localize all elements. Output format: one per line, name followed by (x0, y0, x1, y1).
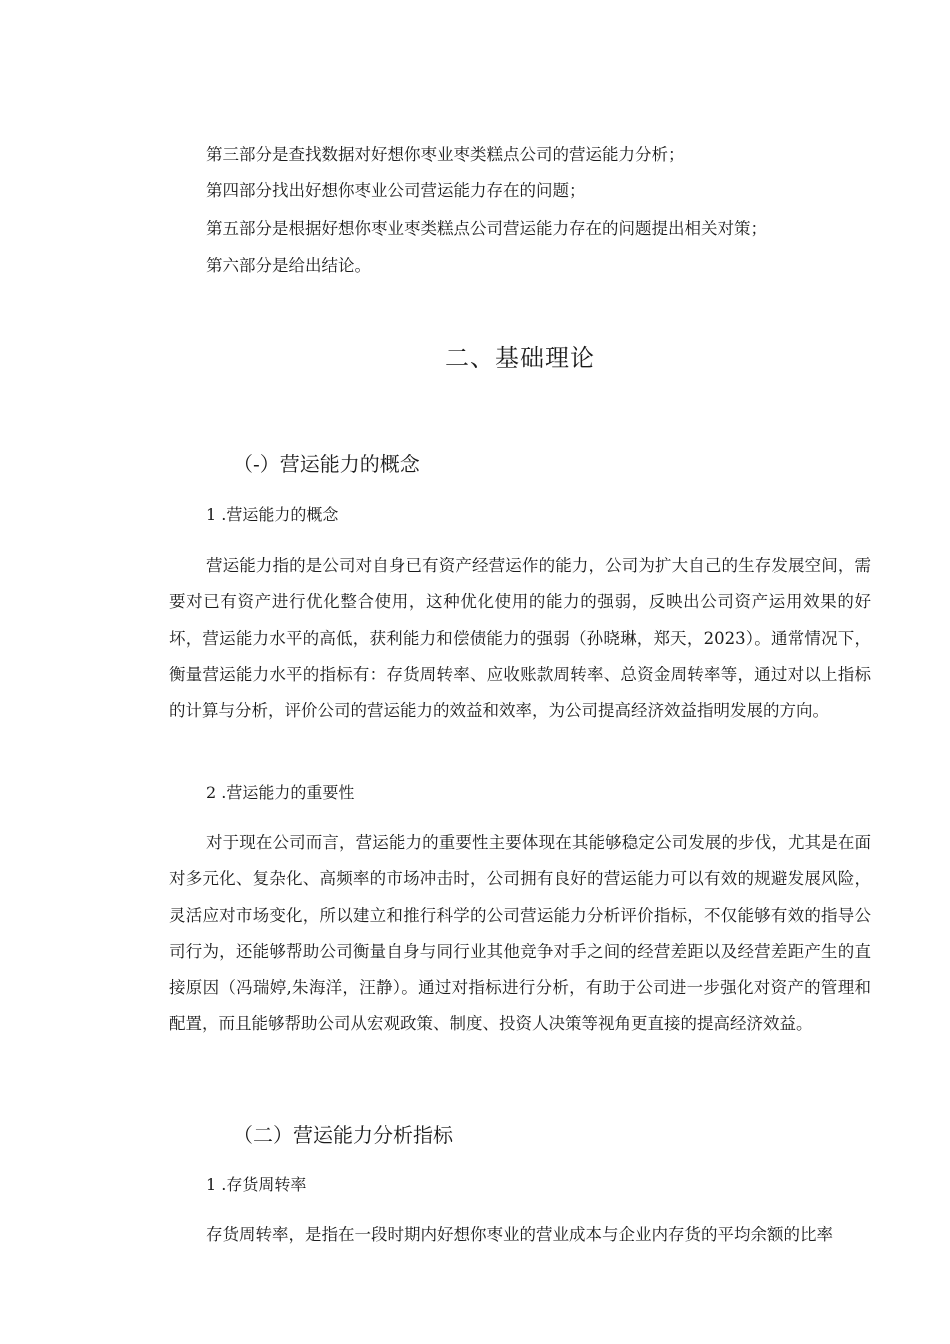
subsection-heading-2-1: 1 .存货周转率 (206, 1175, 307, 1194)
section-heading-1: （-）营运能力的概念 (233, 452, 420, 476)
paragraph-operating-capacity-importance: 对于现在公司而言，营运能力的重要性主要体现在其能够稳定公司发展的步伐，尤其是在面对多元化、复杂化、高频率的市场冲击时，公司拥有良好的营运能力可以有效的规避发展风险，灵活应对市场变化，所以建立和推行科学的公司营运能力分析评价指标，不仅能够有效的指导公司行为，还能够帮助公司衡量自身与同行业其他竞争对手之间的经营差距以及经营差距产生的直接原因（冯瑞婷,朱海洋，汪静）。通过对指标进行分析，有助于公司进一步强化对资产的管理和配置，而且能够帮助公司从宏观政策、制度、投资人决策等视角更直接的提高经济效益。 (169, 833, 871, 1034)
subsection-heading-1-2: 2 .营运能力的重要性 (206, 783, 355, 802)
paragraph-operating-capacity-concept: 营运能力指的是公司对自身已有资产经营运作的能力，公司为扩大自己的生存发展空间，需要对已有资产进行优化整合使用，这种优化使用的能力的强弱，反映出公司资产运用效果的好坏，营运能力水平的高低，获利能力和偿债能力的强弱（孙晓琳，郑天，2023）。通常情况下，衡量营运能力水平的指标有：存货周转率、应收账款周转率、总资金周转率等，通过对以上指标的计算与分析，评价公司的营运能力的效益和效率，为公司提高经济效益指明发展的方向。 (169, 556, 871, 721)
intro-line-5: 第五部分是根据好想你枣业枣类糕点公司营运能力存在的问题提出相关对策； (206, 219, 767, 238)
intro-line-3: 第三部分是查找数据对好想你枣业枣类糕点公司的营运能力分析； (206, 145, 685, 164)
section-heading-2: （二）营运能力分析指标 (233, 1123, 453, 1147)
paragraph-inventory-turnover: 存货周转率，是指在一段时期内好想你枣业的营业成本与企业内存货的平均余额的比率 (206, 1225, 833, 1244)
intro-line-6: 第六部分是给出结论。 (206, 256, 371, 275)
chapter-title: 二、基础理论 (445, 344, 595, 372)
subsection-heading-1-1: 1 .营运能力的概念 (206, 505, 339, 524)
intro-line-4: 第四部分找出好想你枣业公司营运能力存在的问题； (206, 181, 586, 200)
